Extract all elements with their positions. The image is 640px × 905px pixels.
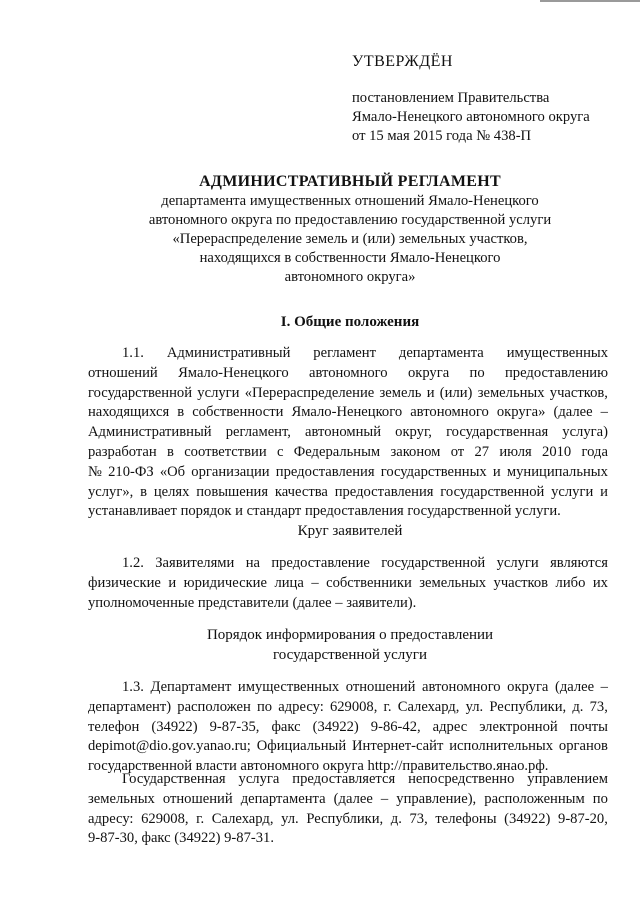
word: ул.	[281, 810, 299, 827]
word: по	[592, 790, 608, 807]
word: адресу:	[88, 810, 134, 827]
word: 9-87-20,	[558, 810, 608, 827]
word: государственной	[440, 483, 545, 500]
word: (34922)	[151, 718, 198, 735]
paragraph-1-3	[88, 678, 608, 777]
word: предоставления	[275, 463, 375, 480]
word: земельных	[88, 790, 155, 807]
word: Республики,	[306, 810, 384, 827]
word: №	[88, 463, 102, 480]
word: Федеральным	[293, 443, 381, 460]
word: округа»	[496, 404, 546, 421]
word: –	[600, 404, 608, 421]
word: –	[600, 679, 608, 695]
word: лица	[274, 574, 304, 591]
word: повышения	[196, 483, 269, 500]
word: Административный	[88, 424, 212, 441]
paragraph-line	[88, 463, 608, 483]
title-line: автономного округа по предоставлению государственной услуги	[148, 212, 552, 228]
word: (34922)	[312, 718, 359, 735]
word: Ямало-Ненецкого	[291, 404, 403, 421]
word: 1.1.	[122, 345, 144, 361]
word: округ,	[395, 424, 432, 441]
word: 9-86-42,	[370, 718, 421, 735]
word: имущественных	[506, 345, 608, 361]
word: 27	[474, 443, 490, 460]
paragraph-1-1	[88, 344, 608, 522]
approval-line: от 15 мая 2015 года № 438-П	[352, 128, 532, 144]
word: предоставлению	[505, 364, 608, 381]
word: 73,	[409, 810, 428, 827]
word: и	[492, 463, 501, 480]
word: электронной	[479, 718, 558, 735]
word: физические	[88, 574, 161, 591]
word: «Об	[159, 463, 186, 480]
word: 210-ФЗ	[108, 463, 154, 480]
word: расположен	[177, 698, 251, 715]
word: Заявителями	[155, 555, 235, 571]
word: от	[450, 443, 465, 460]
paragraph-1-4	[88, 770, 608, 849]
word: телефоны	[435, 810, 497, 827]
scan-edge-line	[540, 0, 640, 2]
word: либо	[555, 574, 586, 591]
paragraph-line	[88, 344, 608, 364]
word: Интернет-сайт	[352, 738, 444, 755]
word: организации	[191, 463, 270, 480]
word: услуга)	[562, 424, 608, 441]
word: регламент,	[225, 424, 291, 441]
word: Салехард,	[211, 810, 274, 827]
word: округа	[507, 679, 549, 695]
word: государственных	[380, 463, 487, 480]
word: исполнительных	[449, 738, 554, 755]
section-heading-applicants: Круг заявителей	[297, 523, 403, 539]
word: автономного	[410, 404, 489, 421]
word: на	[245, 555, 260, 571]
title-main: АДМИНИСТРАТИВНЫЙ РЕГЛАМЕНТ	[199, 173, 501, 190]
word: собственники	[326, 574, 412, 591]
word: Ямало-Ненецкого	[178, 364, 289, 381]
paragraph-line	[88, 737, 608, 757]
word: предоставление	[271, 555, 370, 571]
word: земельных	[477, 384, 545, 401]
word: (далее	[554, 679, 595, 695]
word: управление),	[396, 790, 477, 807]
word: по	[257, 698, 273, 715]
word: Государственная	[122, 771, 226, 787]
paragraph-line	[88, 554, 608, 574]
paragraph-line: уполномоченные представители (далее – заявители).	[88, 594, 417, 611]
word: 2010	[542, 443, 572, 460]
paragraph-line	[88, 384, 608, 404]
paragraph-1-2	[88, 554, 608, 613]
word: земельных	[419, 574, 487, 591]
word: д.	[390, 810, 402, 827]
word: д.	[572, 698, 584, 715]
word: юридические	[183, 574, 267, 591]
word: услуги	[496, 555, 539, 571]
word: услуг»,	[88, 483, 134, 500]
word: муниципальных	[506, 463, 608, 480]
word: органов	[558, 738, 608, 755]
word: автономного	[422, 679, 501, 695]
word: и	[168, 574, 177, 591]
paragraph-line	[88, 364, 608, 384]
paragraph-line	[88, 698, 608, 718]
paragraph-line: устанавливает порядок и стандарт предоставления государственной услуги.	[88, 503, 561, 520]
approval-line: постановлением Правительства	[352, 90, 550, 106]
word: услуги	[197, 384, 240, 401]
paragraph-line	[88, 483, 608, 503]
word: целях	[153, 483, 190, 500]
word: «Перераспределение	[244, 384, 375, 401]
title-line: автономного округа»	[284, 269, 416, 285]
word: в	[140, 483, 148, 500]
word: ул.	[465, 698, 484, 715]
title-line: департамента имущественных отношений Ямало-Ненецкого	[161, 193, 539, 209]
word: Республики,	[489, 698, 567, 715]
word: в	[177, 404, 185, 421]
word: государственная	[446, 424, 549, 441]
word: телефон	[88, 718, 140, 735]
word: департамент)	[88, 698, 172, 715]
word: 629008,	[141, 810, 189, 827]
word: законом	[390, 443, 441, 460]
title-line: «Перераспределение земель и (или) земельных участков,	[172, 231, 528, 247]
word: департамента	[240, 790, 326, 807]
word: –	[380, 790, 389, 807]
section-heading-informing-2: государственной услуги	[273, 647, 427, 663]
word: адресу:	[278, 698, 324, 715]
word: являются	[550, 555, 608, 571]
word: их	[592, 574, 608, 591]
word: почты	[569, 718, 608, 735]
word: 73,	[589, 698, 608, 715]
word: –	[311, 574, 319, 591]
title-line: находящихся в собственности Ямало-Ненецкого	[199, 250, 501, 266]
word: предоставления	[334, 483, 434, 500]
word: года	[581, 443, 608, 460]
word: департамента	[398, 345, 484, 361]
word: отношений	[345, 679, 416, 695]
paragraph-line	[88, 423, 608, 443]
paragraph-line: 9-87-30, факс (34922) 9-87-31.	[88, 830, 274, 847]
document-title	[100, 172, 600, 287]
word: управлением	[527, 771, 608, 787]
word: факс	[271, 718, 301, 735]
word: Административный	[166, 345, 291, 361]
word: расположенным	[484, 790, 585, 807]
word: предоставляется	[292, 771, 396, 787]
approval-block	[352, 53, 622, 146]
word: (или)	[439, 384, 473, 401]
word: государственной	[88, 384, 193, 401]
word: отношений	[88, 364, 158, 381]
word: автономного	[309, 364, 388, 381]
paragraph-line	[88, 810, 608, 830]
paragraph-line	[88, 403, 608, 423]
word: и	[426, 384, 435, 401]
word: участков	[493, 574, 549, 591]
word: имущественных	[237, 679, 340, 695]
word: Официальный	[256, 738, 347, 755]
word: земель	[379, 384, 422, 401]
paragraph-line: государственной власти автономного округа http://правительство.янао.рф.	[88, 758, 549, 775]
paragraph-line	[88, 443, 608, 463]
word: depimot@dio.gov.yanao.ru;	[88, 738, 251, 755]
section-heading-general: I. Общие положения	[280, 314, 420, 330]
word: соответствии	[184, 443, 267, 460]
approval-stamp: УТВЕРЖДЁН	[352, 53, 453, 70]
section-heading-informing-1: Порядок информирования о предоставлении	[206, 627, 494, 643]
word: услуга	[238, 771, 280, 787]
word: Салехард,	[397, 698, 460, 715]
word: г.	[196, 810, 205, 827]
word: участков,	[549, 384, 608, 401]
paragraph-line	[88, 718, 608, 738]
word: 1.3.	[122, 679, 144, 695]
word: регламент	[313, 345, 376, 361]
word: и	[600, 483, 608, 500]
word: качества	[274, 483, 328, 500]
paragraph-line	[88, 678, 608, 698]
word: (далее	[553, 404, 593, 421]
word: разработан	[88, 443, 157, 460]
word: по	[469, 364, 485, 381]
word: в	[166, 443, 174, 460]
word: 9-87-35,	[209, 718, 260, 735]
word: государственной	[381, 555, 486, 571]
word: округа	[407, 364, 450, 381]
word: (далее	[333, 790, 373, 807]
word: услуги	[551, 483, 594, 500]
word: (34922)	[504, 810, 551, 827]
word: собственности	[192, 404, 284, 421]
approval-line: Ямало-Ненецкого автономного округа	[352, 109, 590, 125]
word: адрес	[432, 718, 468, 735]
word: с	[276, 443, 284, 460]
word: 629008,	[329, 698, 378, 715]
word: г.	[383, 698, 392, 715]
paragraph-line	[88, 790, 608, 810]
paragraph-line	[88, 770, 608, 790]
word: автономный	[305, 424, 382, 441]
word: июля	[499, 443, 532, 460]
word: Департамент	[150, 679, 232, 695]
word: непосредственно	[408, 771, 515, 787]
word: отношений	[162, 790, 233, 807]
word: 1.2.	[122, 555, 144, 571]
word: находящихся	[88, 404, 170, 421]
paragraph-line	[88, 574, 608, 594]
